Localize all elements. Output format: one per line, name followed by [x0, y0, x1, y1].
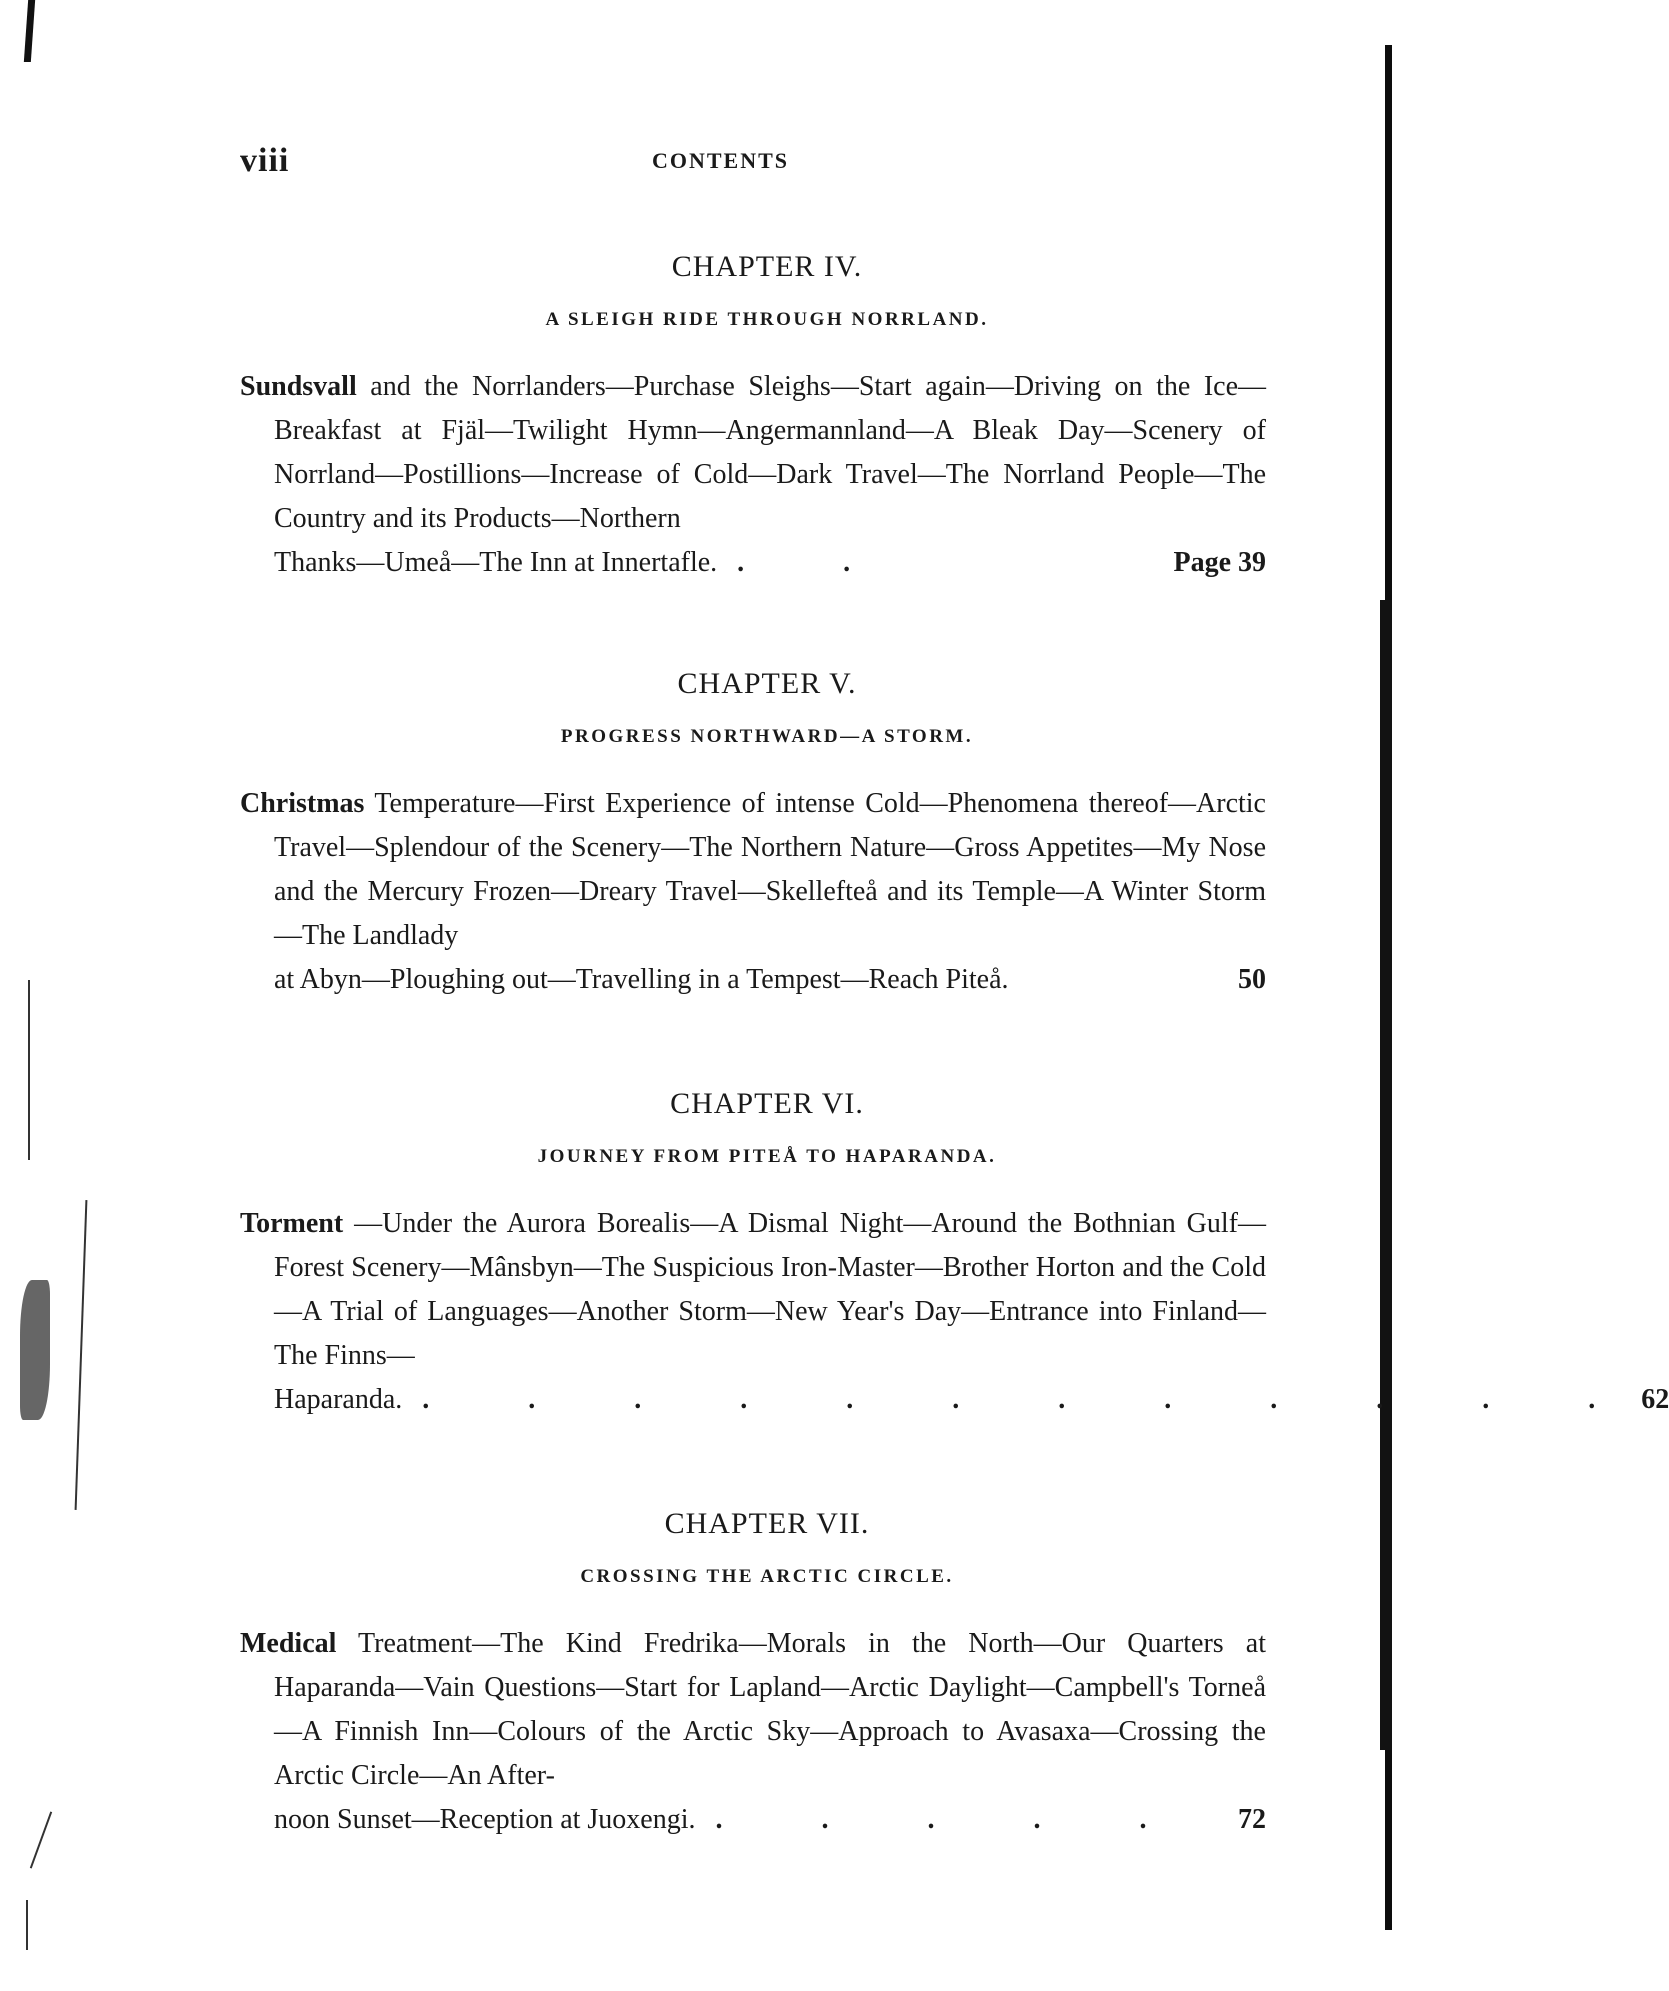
leader-row: [240, 541, 1266, 585]
chapter-subtitle: PROGRESS NORTHWARD—A STORM.: [560, 726, 974, 747]
summary-text: Treatment—The Kind Fredrika—Morals in the North—Our Quarters at Haparanda—Vain Questions—Start for Lapland—Arctic Daylight—Campbell's Torneå—A Finnish Inn—Colours of the Arctic Sky—Approach to Avasaxa—Crossing the Arctic Circle—An After-: [274, 1628, 1266, 1791]
chapter-subtitle: CROSSING THE ARCTIC CIRCLE.: [580, 1566, 954, 1587]
scan-edge: [1380, 600, 1392, 1750]
scan-line: [30, 1811, 52, 1868]
page-reference: 62: [1641, 1384, 1669, 1415]
summary-last-line: at Abyn—Ploughing out—Travelling in a Tempest—Reach Piteå.: [274, 964, 1009, 995]
chapter-subtitle: A SLEIGH RIDE THROUGH NORRLAND.: [545, 309, 989, 330]
chapter-summary: [240, 782, 1266, 958]
scan-blot: [20, 1280, 50, 1420]
chapter-entry: [240, 245, 1266, 585]
summary-lead: Torment: [240, 1208, 344, 1239]
chapter-entry: [240, 1082, 1669, 1422]
chapter-entry: [240, 662, 1266, 1002]
page-reference: Page 39: [1173, 547, 1266, 578]
chapter-title: CHAPTER V.: [677, 667, 857, 700]
chapter-title: CHAPTER VII.: [664, 1507, 870, 1540]
leader-row: [240, 958, 1266, 1002]
summary-last-line: noon Sunset—Reception at Juoxengi.: [274, 1804, 696, 1835]
chapter-summary: [240, 1202, 1266, 1378]
chapter-summary: [240, 365, 1266, 541]
chapter-title: CHAPTER VI.: [670, 1087, 864, 1120]
scan-line: [28, 980, 30, 1160]
summary-lead: Christmas: [240, 788, 365, 819]
leader-row: [240, 1798, 1266, 1842]
chapter-title: CHAPTER IV.: [671, 250, 863, 283]
summary-text: —Under the Aurora Borealis—A Dismal Night—Around the Bothnian Gulf—Forest Scenery—Mânsbyn—The Suspicious Iron-Master—Brother Horton and the Cold—A Trial of Languages—Another Storm—New Year's Day—Entrance into Finland—The Finns—: [274, 1208, 1267, 1371]
running-head: CONTENTS: [651, 148, 790, 173]
summary-lead: Medical: [240, 1628, 337, 1659]
scan-mark: [24, 0, 35, 62]
page-reference: 50: [1238, 964, 1266, 995]
leader-dots: . . . . .: [715, 1804, 1193, 1835]
summary-text: and the Norrlanders—Purchase Sleighs—Start again—Driving on the Ice—Breakfast at Fjäl—Twilight Hymn—Angermannland—A Bleak Day—Scenery of Norrland—Postillions—Increase of Cold—Dark Travel—The Norrland People—The Country and its Products—Northern: [274, 371, 1266, 534]
leader-row: [240, 1378, 1669, 1422]
leader-dots: . . . . . . . . . . . .: [422, 1384, 1642, 1415]
summary-lead: Sundsvall: [240, 371, 357, 402]
page-number: viii: [240, 142, 290, 179]
scan-line: [26, 1900, 28, 1950]
leader-dots: . .: [737, 547, 897, 578]
chapter-entry: [240, 1502, 1266, 1842]
chapter-subtitle: JOURNEY FROM PITEÅ TO HAPARANDA.: [537, 1146, 997, 1167]
summary-text: Temperature—First Experience of intense Cold—Phenomena thereof—Arctic Travel—Splendour of the Scenery—The Northern Nature—Gross Appetites—My Nose and the Mercury Frozen—Dreary Travel—Skellefteå and its Temple—A Winter Storm—The Landlady: [274, 788, 1266, 951]
page-reference: 72: [1238, 1804, 1266, 1835]
chapter-summary: [240, 1622, 1266, 1798]
summary-last-line: Haparanda.: [274, 1384, 403, 1415]
summary-last-line: Thanks—Umeå—The Inn at Innertafle.: [274, 547, 718, 578]
scan-line: [75, 1200, 88, 1510]
